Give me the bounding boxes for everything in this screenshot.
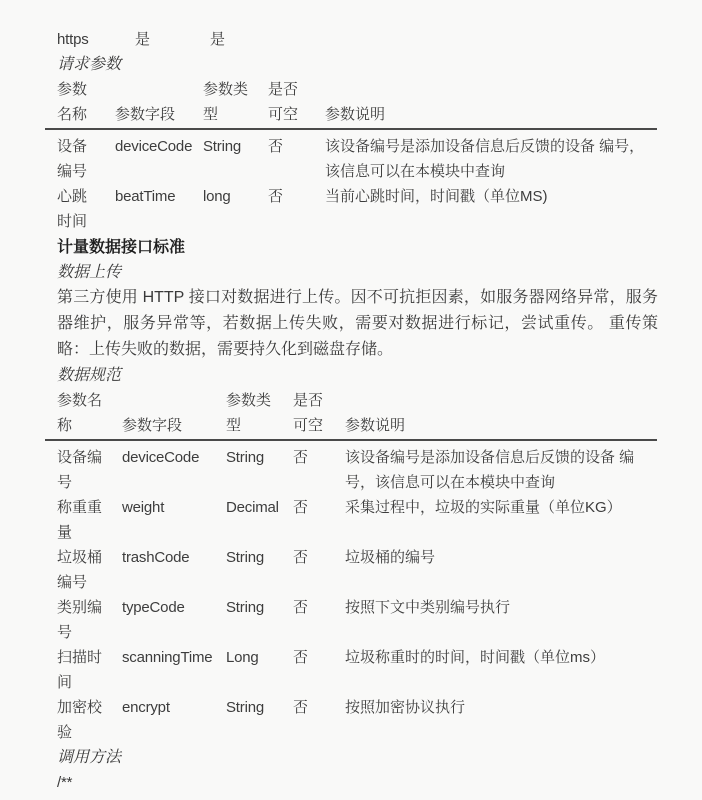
nullable-header: 是否可空 bbox=[268, 81, 299, 123]
param-desc-cell: 当前心跳时间，时间戳（单位MS) bbox=[325, 188, 548, 205]
table-row bbox=[57, 595, 657, 645]
nullable-header: 是否可空 bbox=[293, 392, 324, 434]
param-desc-cell: 该设备编号是添加设备信息后反馈的设备 编号，该信息可以在本模块中查询 bbox=[325, 138, 645, 180]
param-desc-header: 参数说明 bbox=[345, 417, 406, 434]
param-field-cell: scanningTime bbox=[122, 649, 213, 666]
param-name-cell: 加密校验 bbox=[57, 699, 103, 741]
protocol-flag-1: 是 bbox=[135, 31, 151, 48]
table-header-row bbox=[45, 77, 657, 130]
param-type-header: 参数类型 bbox=[203, 81, 249, 123]
table-header-row bbox=[45, 388, 657, 441]
param-type-cell: String bbox=[226, 599, 264, 616]
nullable-cell: 否 bbox=[293, 699, 309, 716]
nullable-cell: 否 bbox=[293, 599, 309, 616]
nullable-cell: 否 bbox=[293, 649, 309, 666]
table-row bbox=[57, 130, 657, 184]
param-name-header: 参数名称 bbox=[57, 392, 103, 434]
table-row bbox=[57, 441, 657, 495]
code-comment-line: /** bbox=[57, 774, 73, 791]
param-name-cell: 心跳时间 bbox=[57, 188, 88, 230]
param-type-cell: long bbox=[203, 188, 231, 205]
param-field-cell: typeCode bbox=[122, 599, 185, 616]
param-desc-cell: 垃圾桶的编号 bbox=[345, 549, 436, 566]
data-spec-heading: 数据规范 bbox=[57, 367, 122, 384]
param-field-header: 参数字段 bbox=[115, 106, 176, 123]
param-desc-cell: 垃圾称重时的时间，时间戳（单位ms） bbox=[345, 649, 605, 666]
nullable-cell: 否 bbox=[268, 138, 284, 155]
param-field-cell: weight bbox=[122, 499, 165, 516]
param-name-cell: 称重重量 bbox=[57, 499, 103, 541]
nullable-cell: 否 bbox=[293, 449, 309, 466]
param-type-cell: Long bbox=[226, 649, 259, 666]
table-row bbox=[57, 695, 657, 745]
param-name-cell: 垃圾桶编号 bbox=[57, 549, 103, 591]
protocol-row bbox=[57, 27, 657, 52]
param-desc-cell: 按照下文中类别编号执行 bbox=[345, 599, 511, 616]
param-field-cell: beatTime bbox=[115, 188, 176, 205]
table-row bbox=[57, 645, 657, 695]
param-desc-cell: 采集过程中，垃圾的实际重量（单位KG） bbox=[345, 499, 622, 516]
data-spec-table bbox=[57, 388, 657, 745]
param-desc-cell: 该设备编号是添加设备信息后反馈的设备 编号，该信息可以在本模块中查询 bbox=[345, 449, 635, 491]
param-type-cell: String bbox=[226, 549, 264, 566]
param-type-cell: String bbox=[203, 138, 241, 155]
metering-standard-heading: 计量数据接口标准 bbox=[57, 239, 186, 256]
param-field-cell: trashCode bbox=[122, 549, 190, 566]
param-type-header: 参数类型 bbox=[226, 392, 272, 434]
data-upload-heading: 数据上传 bbox=[57, 264, 122, 281]
table-row bbox=[57, 495, 657, 545]
param-type-cell: String bbox=[226, 699, 264, 716]
param-name-header: 参数名称 bbox=[57, 81, 88, 123]
param-type-cell: Decimal bbox=[226, 499, 279, 516]
param-desc-cell: 按照加密协议执行 bbox=[345, 699, 466, 716]
protocol-flag-2: 是 bbox=[210, 31, 226, 48]
request-params-heading: 请求参数 bbox=[57, 56, 122, 73]
invoke-method-heading: 调用方法 bbox=[57, 749, 122, 766]
nullable-cell: 否 bbox=[268, 188, 284, 205]
param-field-cell: encrypt bbox=[122, 699, 170, 716]
nullable-cell: 否 bbox=[293, 549, 309, 566]
data-upload-paragraph: 第三方使用 HTTP 接口对数据进行上传。因不可抗拒因素，如服务器网络异常，服务器维护，服务异常等，若数据上传失败，需要对数据进行标记，尝试重传。 重传策略：上传失败的数据，需要持久化到磁盘存储。 bbox=[57, 289, 658, 358]
nullable-cell: 否 bbox=[293, 499, 309, 516]
protocol-value: https bbox=[57, 31, 89, 48]
table-row bbox=[57, 545, 657, 595]
param-field-header: 参数字段 bbox=[122, 417, 183, 434]
param-name-cell: 设备编号 bbox=[57, 138, 88, 180]
request-params-table bbox=[57, 77, 657, 234]
param-name-cell: 设备编号 bbox=[57, 449, 103, 491]
param-field-cell: deviceCode bbox=[115, 138, 193, 155]
param-type-cell: String bbox=[226, 449, 264, 466]
param-desc-header: 参数说明 bbox=[325, 106, 386, 123]
param-field-cell: deviceCode bbox=[122, 449, 200, 466]
table-row bbox=[57, 184, 657, 234]
param-name-cell: 类别编号 bbox=[57, 599, 103, 641]
param-name-cell: 扫描时间 bbox=[57, 649, 103, 691]
